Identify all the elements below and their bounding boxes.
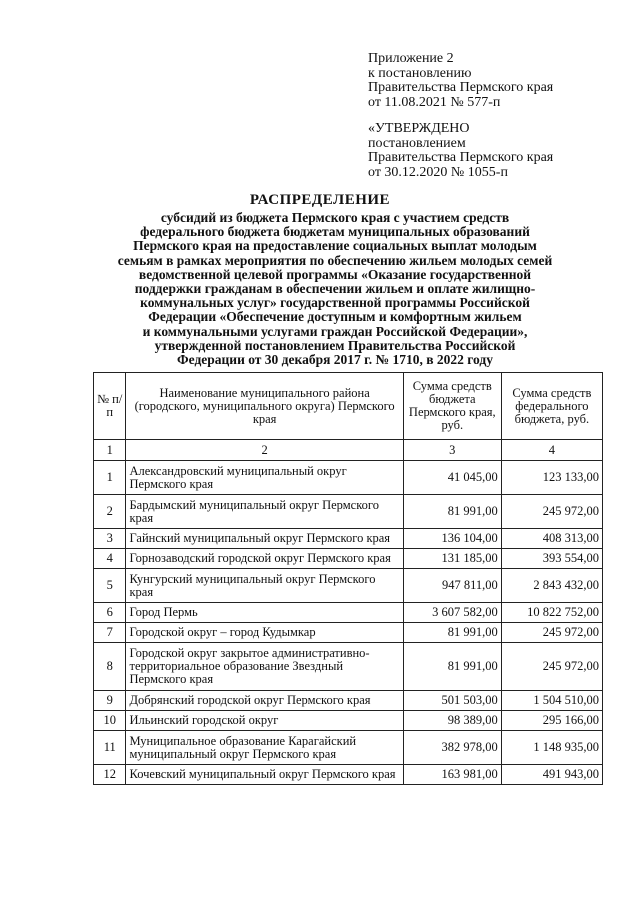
table-row xyxy=(94,495,603,529)
subtitle-line: Пермского края на предоставление социальных выплат молодым xyxy=(133,238,537,254)
document-subtitle xyxy=(100,211,570,367)
table-row xyxy=(94,623,603,643)
row-regional-amount: 98 389,00 xyxy=(403,711,501,731)
table-row xyxy=(94,549,603,569)
row-number: 3 xyxy=(94,529,126,549)
subtitle-line: федерального бюджета бюджетам муниципальных образований xyxy=(140,224,530,240)
document-title: РАСПРЕДЕЛЕНИЕ xyxy=(249,192,391,208)
row-municipality: Горнозаводский городской округ Пермского края xyxy=(126,549,403,569)
table-row xyxy=(94,731,603,765)
row-regional-amount: 81 991,00 xyxy=(403,623,501,643)
approval-block xyxy=(368,122,553,180)
subtitle-line: Федерации «Обеспечение доступным и комфортным жильем xyxy=(148,309,522,325)
row-federal-amount: 245 972,00 xyxy=(501,623,602,643)
subtitle-line: семьям в рамках мероприятия по обеспечению жильем молодых семей xyxy=(117,252,553,268)
header-number: № п/п xyxy=(94,373,126,440)
row-regional-amount: 136 104,00 xyxy=(403,529,501,549)
subtitle-line: коммунальных услуг» государственной программы Российской xyxy=(140,295,530,311)
row-number: 1 xyxy=(94,461,126,495)
table-body xyxy=(94,461,603,785)
column-number: 2 xyxy=(126,440,403,461)
subtitle-line: утвержденной постановлением Правительства Российской xyxy=(154,337,516,353)
row-municipality: Кочевский муниципальный округ Пермского края xyxy=(126,765,403,785)
appendix-block xyxy=(368,52,553,110)
row-regional-amount: 81 991,00 xyxy=(403,643,501,691)
row-federal-amount: 2 843 432,00 xyxy=(501,569,602,603)
row-federal-amount: 1 148 935,00 xyxy=(501,731,602,765)
row-number: 2 xyxy=(94,495,126,529)
table-header-row xyxy=(94,373,603,440)
row-federal-amount: 408 313,00 xyxy=(501,529,602,549)
row-regional-amount: 81 991,00 xyxy=(403,495,501,529)
approval-line: Правительства Пермского края xyxy=(368,150,554,165)
row-number: 12 xyxy=(94,765,126,785)
column-number: 3 xyxy=(403,440,501,461)
appendix-line: от 11.08.2021 № 577-п xyxy=(368,94,501,110)
column-number-row xyxy=(94,440,603,461)
row-regional-amount: 3 607 582,00 xyxy=(403,603,501,623)
row-municipality: Бардымский муниципальный округ Пермского края xyxy=(126,495,403,529)
approval-line: «УТВЕРЖДЕНО xyxy=(368,121,470,136)
appendix-line: к постановлению xyxy=(368,65,472,81)
row-municipality: Городской округ закрытое административно-территориальное образование Звездный Пермского края xyxy=(126,643,403,691)
column-number: 1 xyxy=(94,440,126,461)
row-number: 10 xyxy=(94,711,126,731)
row-federal-amount: 393 554,00 xyxy=(501,549,602,569)
row-municipality: Ильинский городской округ xyxy=(126,711,403,731)
row-municipality: Город Пермь xyxy=(126,603,403,623)
table-row xyxy=(94,765,603,785)
row-regional-amount: 947 811,00 xyxy=(403,569,501,603)
table-row xyxy=(94,603,603,623)
table-row xyxy=(94,691,603,711)
column-number: 4 xyxy=(501,440,602,461)
table-row xyxy=(94,461,603,495)
row-federal-amount: 1 504 510,00 xyxy=(501,691,602,711)
approval-line: постановлением xyxy=(368,135,466,151)
row-municipality: Кунгурский муниципальный округ Пермского края xyxy=(126,569,403,603)
row-federal-amount: 295 166,00 xyxy=(501,711,602,731)
subtitle-line: Федерации от 30 декабря 2017 г. № 1710, в 2022 году xyxy=(177,352,493,368)
row-number: 7 xyxy=(94,623,126,643)
row-regional-amount: 501 503,00 xyxy=(403,691,501,711)
row-federal-amount: 245 972,00 xyxy=(501,643,602,691)
table-row xyxy=(94,569,603,603)
appendix-line: Правительства Пермского края xyxy=(368,80,554,95)
approval-line: от 30.12.2020 № 1055-п xyxy=(368,164,508,180)
row-number: 5 xyxy=(94,569,126,603)
row-number: 9 xyxy=(94,691,126,711)
subtitle-line: поддержки гражданам в обеспечении жильем и оплате жилищно- xyxy=(134,281,536,297)
header-federal-budget: Сумма средств федерального бюджета, руб. xyxy=(501,373,602,440)
row-municipality: Александровский муниципальный округ Пермского края xyxy=(126,461,403,495)
row-federal-amount: 245 972,00 xyxy=(501,495,602,529)
header-regional-budget: Сумма средств бюджета Пермского края, руб. xyxy=(403,373,501,440)
row-regional-amount: 163 981,00 xyxy=(403,765,501,785)
row-number: 6 xyxy=(94,603,126,623)
row-regional-amount: 41 045,00 xyxy=(403,461,501,495)
row-number: 8 xyxy=(94,643,126,691)
row-federal-amount: 491 943,00 xyxy=(501,765,602,785)
row-federal-amount: 10 822 752,00 xyxy=(501,603,602,623)
row-number: 11 xyxy=(94,731,126,765)
row-number: 4 xyxy=(94,549,126,569)
row-regional-amount: 131 185,00 xyxy=(403,549,501,569)
row-municipality: Гайнский муниципальный округ Пермского края xyxy=(126,529,403,549)
subtitle-line: субсидий из бюджета Пермского края с участием средств xyxy=(160,210,510,225)
subtitle-line: ведомственной целевой программы «Оказание государственной xyxy=(138,266,532,282)
distribution-table xyxy=(93,372,603,785)
header-municipality: Наименование муниципального района (городского, муниципального округа) Пермского края xyxy=(126,373,403,440)
row-municipality: Муниципальное образование Карагайский муниципальный округ Пермского края xyxy=(126,731,403,765)
row-federal-amount: 123 133,00 xyxy=(501,461,602,495)
table-row xyxy=(94,529,603,549)
table-row xyxy=(94,643,603,691)
table-row xyxy=(94,711,603,731)
row-municipality: Городской округ – город Кудымкар xyxy=(126,623,403,643)
row-regional-amount: 382 978,00 xyxy=(403,731,501,765)
row-municipality: Добрянский городской округ Пермского края xyxy=(126,691,403,711)
subtitle-line: и коммунальными услугами граждан Российской Федерации», xyxy=(142,323,528,339)
appendix-line: Приложение 2 xyxy=(368,51,454,66)
